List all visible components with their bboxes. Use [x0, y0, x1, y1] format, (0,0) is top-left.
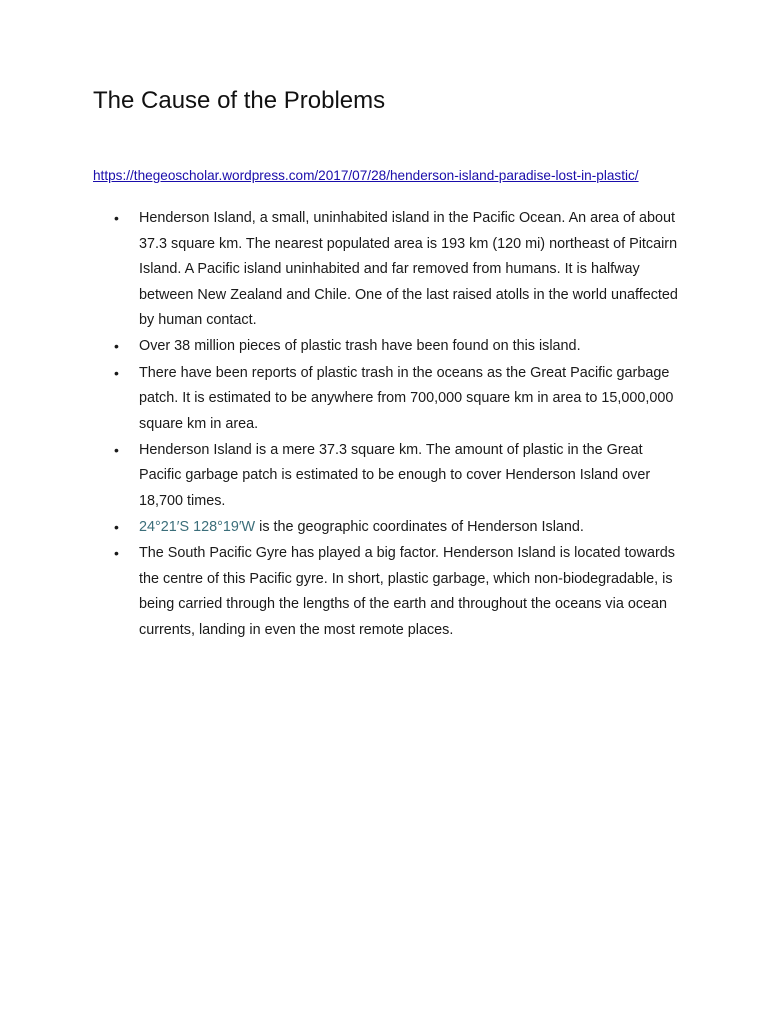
- list-item: [93, 361, 683, 438]
- list-item-text: is the geographic coordinates of Henderson Island.: [255, 519, 584, 536]
- list-item-text: Henderson Island is a mere 37.3 square km. The amount of plastic in the Great Pacific garbage patch is estimated to be enough to cover Henderson Island over 18,700 times.: [139, 441, 651, 510]
- list-item-text: Henderson Island, a small, uninhabited island in the Pacific Ocean. An area of about 37.3 square km. The nearest populated area is 193 km (120 mi) northeast of Pitcairn Island. A Pacific island uninhabited and far removed from humans. It is halfway between New Zealand and Chile. One of the last raised atolls in the world unaffected by human contact.: [139, 210, 678, 329]
- list-item-text: There have been reports of plastic trash in the oceans as the Great Pacific garbage patch. It is estimated to be anywhere from 700,000 square km in area to 15,000,000 square km in area.: [139, 364, 674, 432]
- bullet-icon: •: [114, 545, 119, 562]
- list-item: [93, 541, 683, 643]
- bullet-list: [93, 206, 683, 644]
- bullet-icon: •: [114, 338, 119, 355]
- bullet-icon: •: [114, 364, 119, 381]
- bullet-icon: •: [114, 441, 119, 458]
- list-item: [93, 438, 683, 515]
- list-item: [93, 334, 683, 360]
- bullet-icon: •: [114, 519, 119, 536]
- list-item: [93, 206, 683, 334]
- list-item-text: The South Pacific Gyre has played a big factor. Henderson Island is located towards the centre of this Pacific gyre. In short, plastic garbage, which non-biodegradable, is being carried through the lengths of the earth and throughout the oceans via ocean currents, landing in even the most remote places.: [139, 545, 675, 638]
- source-link[interactable]: https://thegeoscholar.wordpress.com/2017/07/28/henderson-island-paradise-lost-in-plastic/: [93, 168, 639, 183]
- list-item: [93, 515, 683, 541]
- list-item-text: Over 38 million pieces of plastic trash have been found on this island.: [139, 338, 581, 355]
- coordinates-text: 24°21′S 128°19′W: [139, 519, 256, 536]
- page-title: The Cause of the Problems: [93, 87, 386, 114]
- bullet-icon: •: [114, 210, 119, 226]
